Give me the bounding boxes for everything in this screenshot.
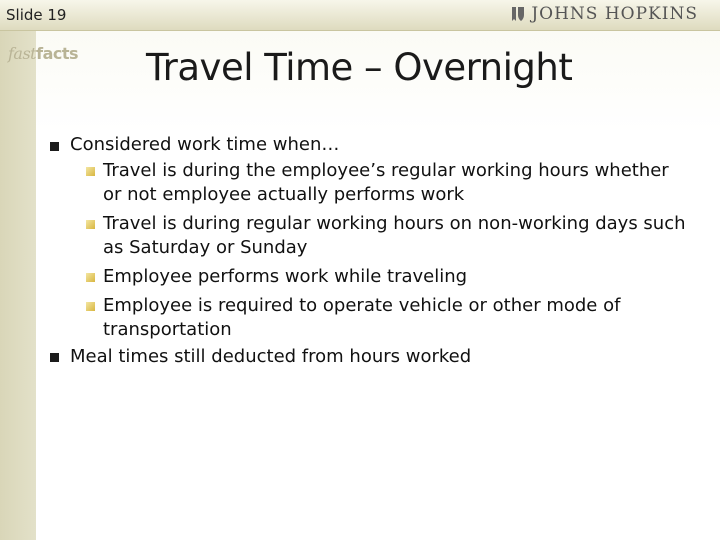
bullet-item: Considered work time when… [70, 134, 340, 155]
sub-bullet-line: Travel is during the employee’s regular working hours whether [103, 160, 669, 181]
brand-fast: fast [8, 44, 37, 63]
header-bar [0, 0, 720, 31]
sub-bullet-line: Travel is during regular working hours on non-working days such [103, 213, 686, 234]
left-decorative-strip [0, 31, 36, 540]
sub-bullet-square-icon [86, 302, 95, 311]
sub-bullet-square-icon [86, 273, 95, 282]
sub-bullet-square-icon [86, 167, 95, 176]
bullet-item: Meal times still deducted from hours worked [70, 346, 472, 367]
fastfacts-brand [8, 44, 78, 63]
slide-title: Travel Time – Overnight [146, 46, 573, 89]
sub-bullet-line: as Saturday or Sunday [103, 237, 308, 258]
slide-number: Slide 19 [6, 6, 67, 24]
logo-text: JOHNS HOPKINS [531, 4, 698, 24]
johns-hopkins-logo [511, 4, 698, 24]
sub-bullet-line: transportation [103, 319, 232, 340]
sub-bullet-line: or not employee actually performs work [103, 184, 465, 205]
bullet-square-icon [50, 142, 59, 151]
sub-bullet-line: Employee performs work while traveling [103, 266, 468, 287]
brand-facts: facts [36, 44, 79, 63]
bullet-square-icon [50, 353, 59, 362]
sub-bullet-square-icon [86, 220, 95, 229]
university-shield-icon [511, 5, 525, 23]
sub-bullet-line: Employee is required to operate vehicle or other mode of [103, 295, 621, 316]
